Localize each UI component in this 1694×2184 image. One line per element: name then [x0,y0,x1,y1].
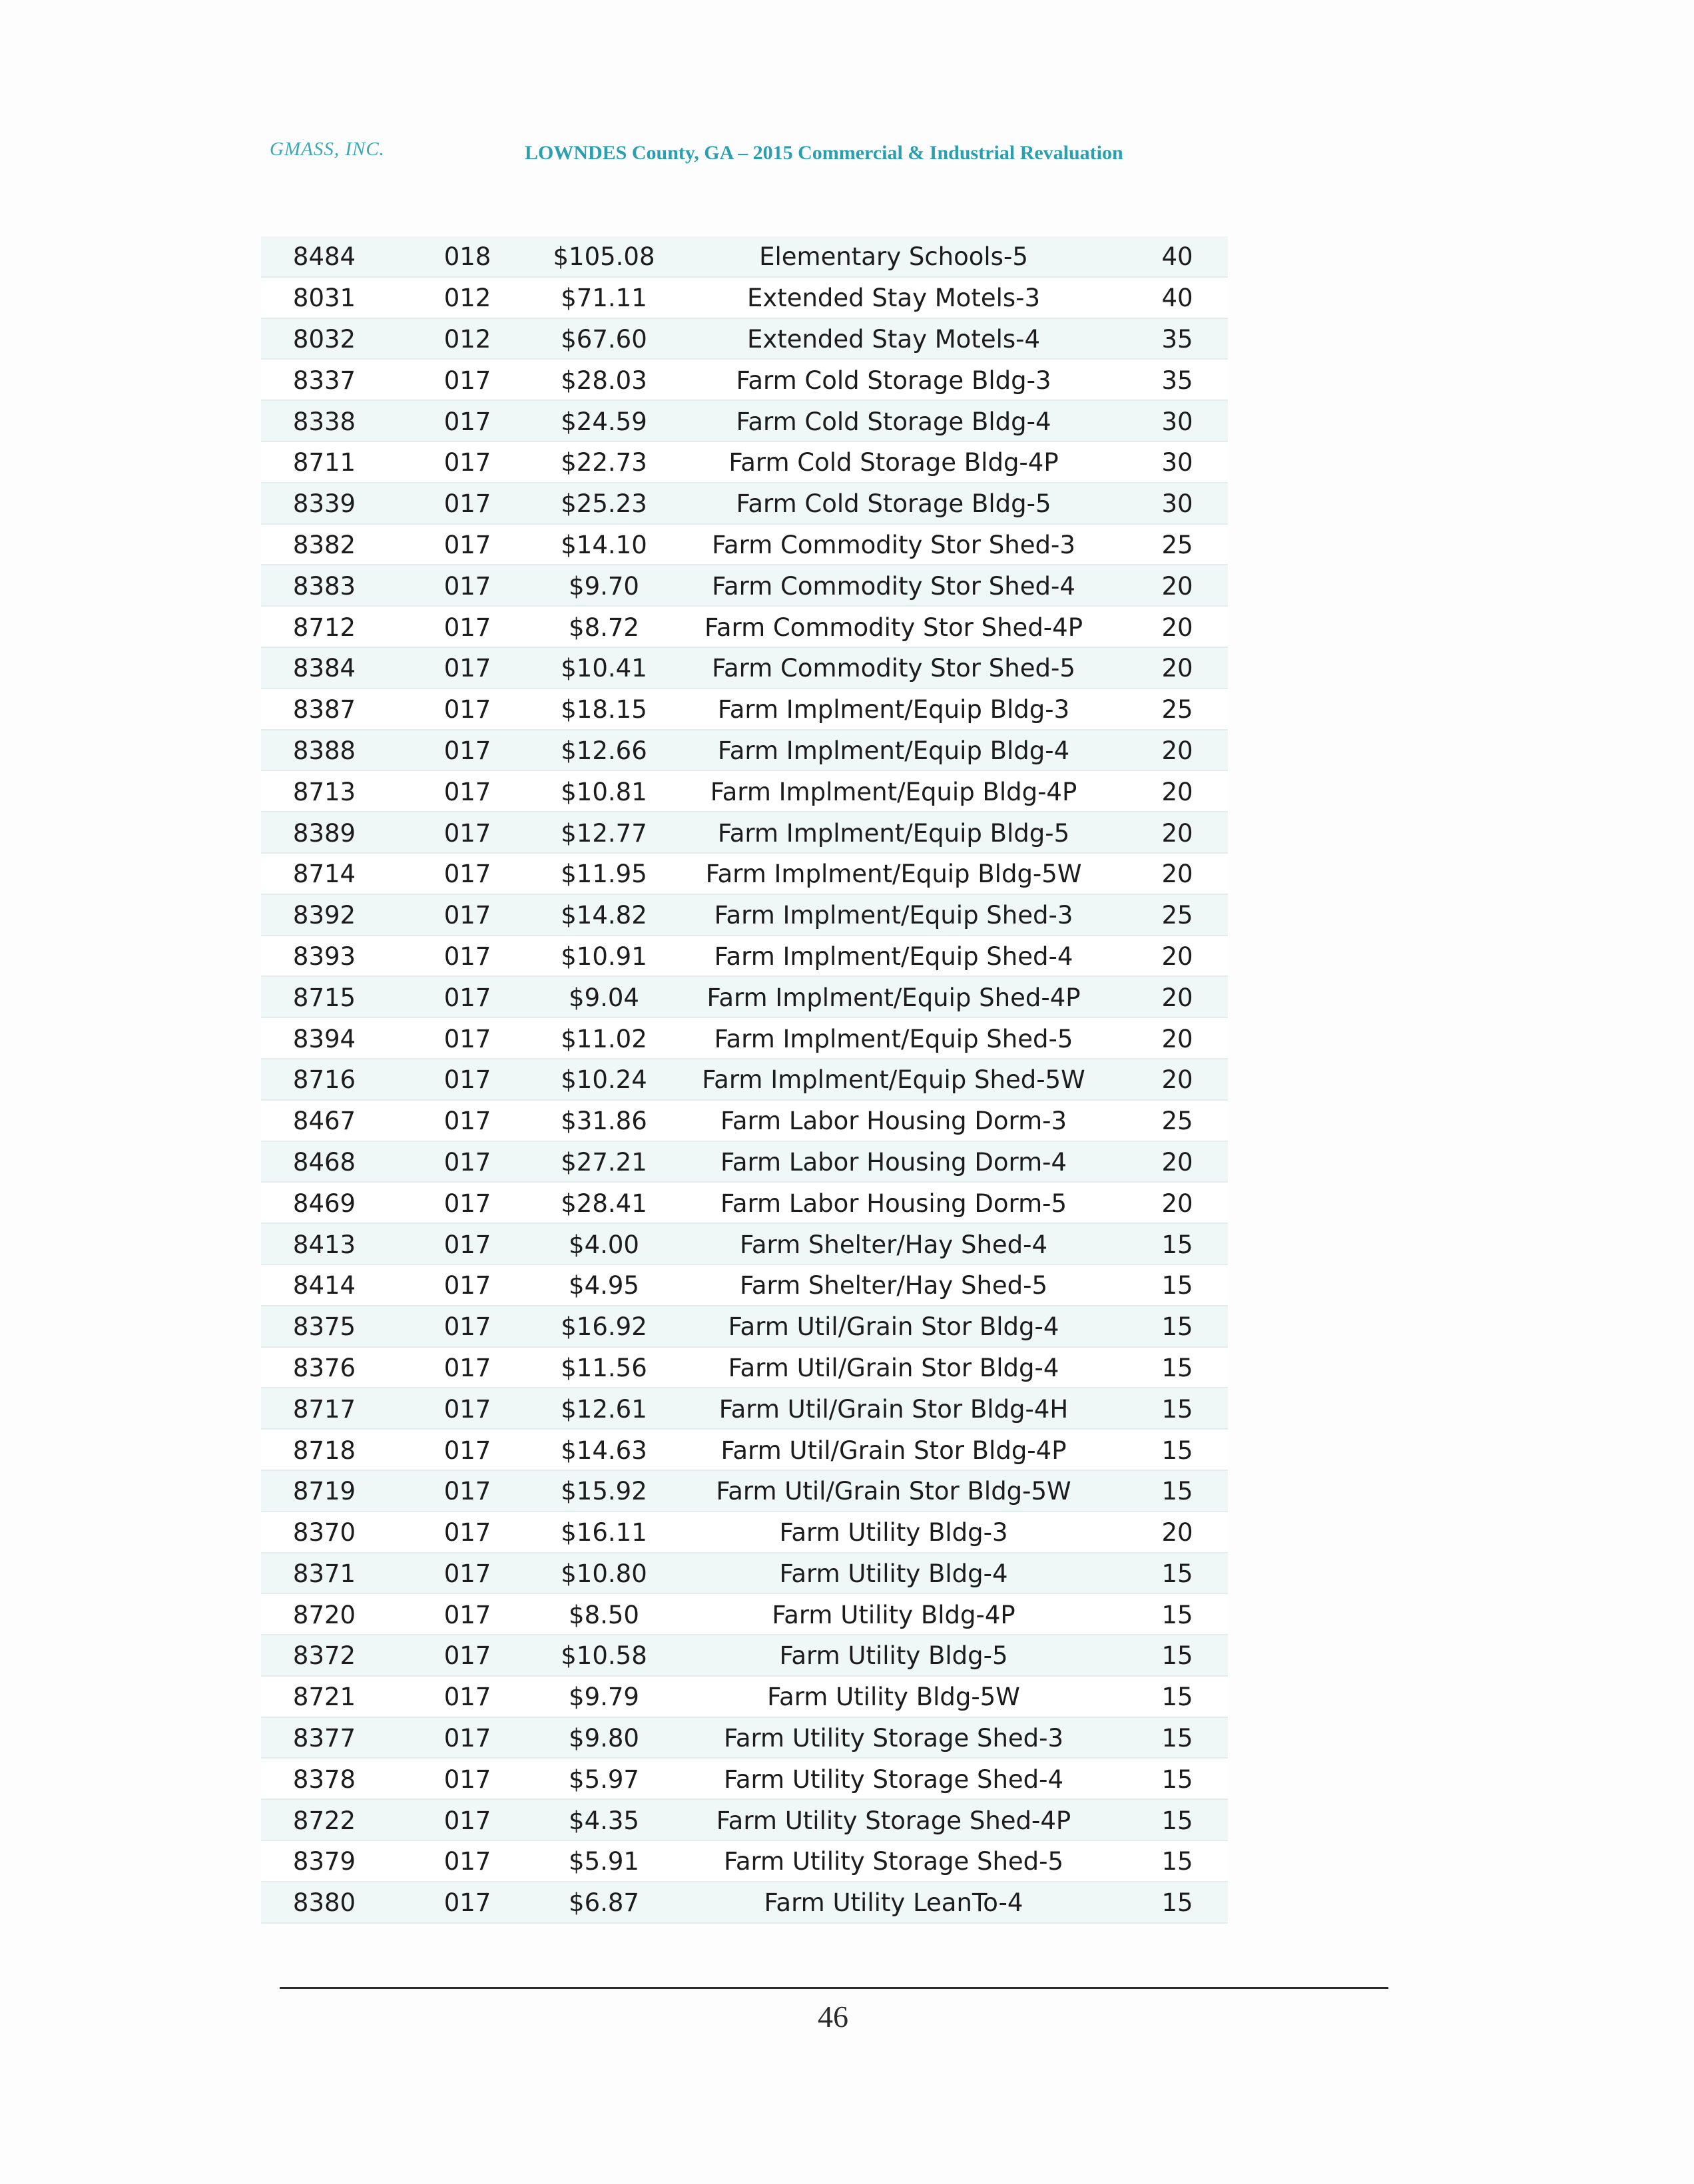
occupancy-code-cell: 8716 [292,1065,356,1095]
class-cell: 018 [443,242,491,272]
occupancy-code-cell: 8393 [292,942,356,971]
life-cell: 15 [1161,1888,1193,1918]
company-name: GMASS, INC. [270,138,385,160]
description-cell: Farm Cold Storage Bldg-4P [728,448,1059,477]
cost-cell: $10.58 [561,1641,647,1671]
description-cell: Farm Labor Housing Dorm-3 [720,1107,1067,1136]
occupancy-code-cell: 8384 [292,654,356,683]
description-cell: Farm Utility Storage Shed-4P [716,1806,1071,1835]
description-cell: Farm Implment/Equip Bldg-5 [717,818,1070,848]
occupancy-code-cell: 8388 [292,736,356,765]
table-row [261,1348,1228,1389]
class-cell: 017 [443,1724,491,1753]
life-cell: 15 [1161,1312,1193,1342]
occupancy-code-cell: 8380 [292,1888,356,1918]
cost-cell: $9.80 [569,1724,639,1753]
life-cell: 35 [1161,324,1193,354]
table-row [261,1388,1228,1430]
occupancy-code-cell: 8484 [292,242,356,272]
table-row [261,1430,1228,1471]
class-cell: 017 [443,818,491,848]
cost-cell: $15.92 [561,1477,647,1506]
description-cell: Farm Cold Storage Bldg-5 [736,489,1051,519]
table-row [261,1882,1228,1924]
class-cell: 017 [443,1147,491,1177]
description-cell: Farm Utility Bldg-5 [779,1641,1008,1671]
table-row [261,1306,1228,1348]
class-cell: 017 [443,1559,491,1588]
table-row [261,1265,1228,1306]
table-row [261,1224,1228,1265]
occupancy-code-cell: 8375 [292,1312,356,1342]
life-cell: 15 [1161,1559,1193,1588]
cost-cell: $11.02 [561,1024,647,1053]
footer-divider [280,1987,1388,1989]
table-row [261,401,1228,442]
occupancy-code-cell: 8376 [292,1353,356,1382]
cost-cell: $4.95 [569,1271,639,1300]
cost-cell: $11.56 [561,1353,647,1382]
table-row [261,607,1228,648]
occupancy-code-cell: 8371 [292,1559,356,1588]
description-cell: Farm Implment/Equip Shed-5W [702,1065,1085,1095]
life-cell: 20 [1161,1518,1193,1547]
class-cell: 017 [443,613,491,642]
life-cell: 20 [1161,777,1193,806]
class-cell: 017 [443,777,491,806]
cost-table [261,236,1228,1924]
life-cell: 20 [1161,1189,1193,1218]
class-cell: 017 [443,1600,491,1629]
cost-cell: $8.50 [569,1600,639,1629]
table-row [261,442,1228,483]
table-row [261,1018,1228,1059]
document-title: LOWNDES County, GA – 2015 Commercial & Industrial Revaluation [525,142,1123,164]
occupancy-code-cell: 8721 [292,1683,356,1712]
occupancy-code-cell: 8383 [292,571,356,601]
class-cell: 017 [443,860,491,889]
occupancy-code-cell: 8713 [292,777,356,806]
occupancy-code-cell: 8718 [292,1436,356,1465]
description-cell: Farm Commodity Stor Shed-4P [704,613,1083,642]
class-cell: 017 [443,407,491,436]
description-cell: Farm Utility Storage Shed-4 [723,1765,1064,1794]
class-cell: 017 [443,1518,491,1547]
cost-cell: $6.87 [569,1888,639,1918]
occupancy-code-cell: 8712 [292,613,356,642]
table-row [261,319,1228,360]
life-cell: 15 [1161,1394,1193,1424]
cost-cell: $11.95 [561,860,647,889]
life-cell: 30 [1161,489,1193,519]
cost-cell: $31.86 [561,1107,647,1136]
class-cell: 017 [443,901,491,930]
cost-cell: $12.77 [561,818,647,848]
life-cell: 15 [1161,1724,1193,1753]
page-number: 46 [818,2000,848,2034]
class-cell: 017 [443,448,491,477]
table-row [261,360,1228,401]
cost-cell: $9.70 [569,571,639,601]
life-cell: 40 [1161,284,1193,313]
table-row [261,483,1228,525]
cost-cell: $25.23 [561,489,647,519]
cost-cell: $14.82 [561,901,647,930]
life-cell: 20 [1161,983,1193,1012]
occupancy-code-cell: 8394 [292,1024,356,1053]
cost-cell: $10.80 [561,1559,647,1588]
class-cell: 017 [443,530,491,559]
table-row [261,1718,1228,1759]
description-cell: Farm Labor Housing Dorm-5 [720,1189,1067,1218]
class-cell: 017 [443,1806,491,1835]
occupancy-code-cell: 8389 [292,818,356,848]
description-cell: Farm Utility Bldg-4P [772,1600,1015,1629]
class-cell: 017 [443,1312,491,1342]
life-cell: 20 [1161,860,1193,889]
class-cell: 017 [443,489,491,519]
description-cell: Farm Util/Grain Stor Bldg-4H [718,1394,1069,1424]
cost-cell: $22.73 [561,448,647,477]
description-cell: Farm Util/Grain Stor Bldg-4P [720,1436,1067,1465]
life-cell: 20 [1161,736,1193,765]
table-row [261,565,1228,607]
table-row [261,689,1228,730]
occupancy-code-cell: 8339 [292,489,356,519]
cost-cell: $4.35 [569,1806,639,1835]
description-cell: Farm Commodity Stor Shed-4 [712,571,1075,601]
table-row [261,1059,1228,1101]
occupancy-code-cell: 8392 [292,901,356,930]
description-cell: Farm Util/Grain Stor Bldg-5W [716,1477,1071,1506]
cost-cell: $12.66 [561,736,647,765]
class-cell: 017 [443,1353,491,1382]
description-cell: Farm Shelter/Hay Shed-5 [739,1271,1048,1300]
class-cell: 017 [443,695,491,724]
table-row [261,1635,1228,1677]
description-cell: Farm Commodity Stor Shed-3 [712,530,1075,559]
description-cell: Farm Implment/Equip Bldg-4P [710,777,1077,806]
description-cell: Extended Stay Motels-4 [746,324,1041,354]
table-row [261,854,1228,895]
occupancy-code-cell: 8338 [292,407,356,436]
occupancy-code-cell: 8379 [292,1847,356,1876]
class-cell: 017 [443,1189,491,1218]
class-cell: 017 [443,1065,491,1095]
life-cell: 20 [1161,1024,1193,1053]
class-cell: 017 [443,1683,491,1712]
cost-cell: $67.60 [561,324,647,354]
occupancy-code-cell: 8337 [292,366,356,395]
class-cell: 017 [443,1847,491,1876]
occupancy-code-cell: 8387 [292,695,356,724]
class-cell: 017 [443,1271,491,1300]
occupancy-code-cell: 8382 [292,530,356,559]
class-cell: 012 [443,324,491,354]
cost-cell: $28.41 [561,1189,647,1218]
table-row [261,1677,1228,1718]
cost-cell: $10.24 [561,1065,647,1095]
description-cell: Farm Implment/Equip Shed-4P [706,983,1081,1012]
table-row [261,812,1228,854]
occupancy-code-cell: 8031 [292,284,356,313]
occupancy-code-cell: 8715 [292,983,356,1012]
life-cell: 15 [1161,1271,1193,1300]
cost-cell: $16.92 [561,1312,647,1342]
table-row [261,1553,1228,1595]
occupancy-code-cell: 8377 [292,1724,356,1753]
cost-cell: $5.91 [569,1847,639,1876]
description-cell: Elementary Schools-5 [759,242,1028,272]
description-cell: Farm Implment/Equip Shed-3 [714,901,1073,930]
life-cell: 20 [1161,942,1193,971]
occupancy-code-cell: 8714 [292,860,356,889]
description-cell: Farm Utility Storage Shed-3 [723,1724,1064,1753]
class-cell: 017 [443,1024,491,1053]
cost-cell: $18.15 [561,695,647,724]
description-cell: Farm Utility Storage Shed-5 [723,1847,1064,1876]
description-cell: Farm Commodity Stor Shed-5 [712,654,1075,683]
table-row [261,977,1228,1018]
cost-cell: $10.41 [561,654,647,683]
life-cell: 20 [1161,571,1193,601]
description-cell: Farm Implment/Equip Bldg-3 [717,695,1070,724]
description-cell: Extended Stay Motels-3 [746,284,1041,313]
life-cell: 25 [1161,901,1193,930]
cost-cell: $71.11 [561,284,647,313]
table-row [261,1183,1228,1224]
class-cell: 017 [443,366,491,395]
occupancy-code-cell: 8719 [292,1477,356,1506]
table-row [261,1512,1228,1553]
description-cell: Farm Cold Storage Bldg-4 [736,407,1051,436]
occupancy-code-cell: 8469 [292,1189,356,1218]
description-cell: Farm Implment/Equip Bldg-5W [705,860,1082,889]
description-cell: Farm Utility Bldg-5W [767,1683,1020,1712]
class-cell: 012 [443,284,491,313]
class-cell: 017 [443,571,491,601]
life-cell: 35 [1161,366,1193,395]
table-row [261,1101,1228,1142]
occupancy-code-cell: 8370 [292,1518,356,1547]
life-cell: 30 [1161,448,1193,477]
life-cell: 25 [1161,1107,1193,1136]
cost-cell: $16.11 [561,1518,647,1547]
occupancy-code-cell: 8717 [292,1394,356,1424]
life-cell: 20 [1161,1147,1193,1177]
occupancy-code-cell: 8711 [292,448,356,477]
table-row [261,730,1228,772]
cost-cell: $5.97 [569,1765,639,1794]
description-cell: Farm Utility LeanTo-4 [764,1888,1023,1918]
life-cell: 15 [1161,1641,1193,1671]
cost-cell: $10.91 [561,942,647,971]
cost-cell: $9.79 [569,1683,639,1712]
occupancy-code-cell: 8413 [292,1230,356,1259]
occupancy-code-cell: 8378 [292,1765,356,1794]
occupancy-code-cell: 8372 [292,1641,356,1671]
cost-cell: $8.72 [569,613,639,642]
class-cell: 017 [443,1107,491,1136]
description-cell: Farm Cold Storage Bldg-3 [736,366,1051,395]
cost-cell: $9.04 [569,983,639,1012]
description-cell: Farm Utility Bldg-4 [779,1559,1008,1588]
life-cell: 15 [1161,1847,1193,1876]
class-cell: 017 [443,1436,491,1465]
cost-cell: $12.61 [561,1394,647,1424]
life-cell: 15 [1161,1477,1193,1506]
description-cell: Farm Utility Bldg-3 [779,1518,1008,1547]
class-cell: 017 [443,1230,491,1259]
table-row [261,278,1228,319]
life-cell: 20 [1161,818,1193,848]
occupancy-code-cell: 8722 [292,1806,356,1835]
life-cell: 15 [1161,1353,1193,1382]
description-cell: Farm Implment/Equip Shed-4 [714,942,1073,971]
table-row [261,1841,1228,1882]
class-cell: 017 [443,654,491,683]
cost-cell: $10.81 [561,777,647,806]
table-row [261,1594,1228,1635]
table-row [261,1142,1228,1183]
table-row [261,525,1228,566]
occupancy-code-cell: 8032 [292,324,356,354]
description-cell: Farm Util/Grain Stor Bldg-4 [728,1312,1059,1342]
life-cell: 15 [1161,1806,1193,1835]
life-cell: 20 [1161,1065,1193,1095]
occupancy-code-cell: 8467 [292,1107,356,1136]
life-cell: 15 [1161,1765,1193,1794]
table-row [261,1800,1228,1841]
life-cell: 40 [1161,242,1193,272]
occupancy-code-cell: 8720 [292,1600,356,1629]
table-row [261,236,1228,278]
class-cell: 017 [443,1394,491,1424]
life-cell: 15 [1161,1683,1193,1712]
cost-cell: $105.08 [553,242,655,272]
occupancy-code-cell: 8414 [292,1271,356,1300]
class-cell: 017 [443,983,491,1012]
life-cell: 15 [1161,1600,1193,1629]
table-row [261,1471,1228,1512]
life-cell: 25 [1161,695,1193,724]
class-cell: 017 [443,736,491,765]
cost-cell: $4.00 [569,1230,639,1259]
life-cell: 15 [1161,1436,1193,1465]
table-row [261,895,1228,936]
cost-cell: $24.59 [561,407,647,436]
description-cell: Farm Util/Grain Stor Bldg-4 [728,1353,1059,1382]
life-cell: 20 [1161,613,1193,642]
description-cell: Farm Shelter/Hay Shed-4 [739,1230,1048,1259]
class-cell: 017 [443,1641,491,1671]
occupancy-code-cell: 8468 [292,1147,356,1177]
table-row [261,1759,1228,1800]
table-row [261,936,1228,977]
life-cell: 25 [1161,530,1193,559]
description-cell: Farm Implment/Equip Bldg-4 [717,736,1070,765]
class-cell: 017 [443,1888,491,1918]
life-cell: 15 [1161,1230,1193,1259]
cost-cell: $14.10 [561,530,647,559]
table-row [261,648,1228,689]
cost-cell: $27.21 [561,1147,647,1177]
cost-cell: $14.63 [561,1436,647,1465]
class-cell: 017 [443,1765,491,1794]
cost-cell: $28.03 [561,366,647,395]
life-cell: 30 [1161,407,1193,436]
class-cell: 017 [443,942,491,971]
class-cell: 017 [443,1477,491,1506]
table-row [261,771,1228,812]
life-cell: 20 [1161,654,1193,683]
description-cell: Farm Labor Housing Dorm-4 [720,1147,1067,1177]
description-cell: Farm Implment/Equip Shed-5 [714,1024,1073,1053]
